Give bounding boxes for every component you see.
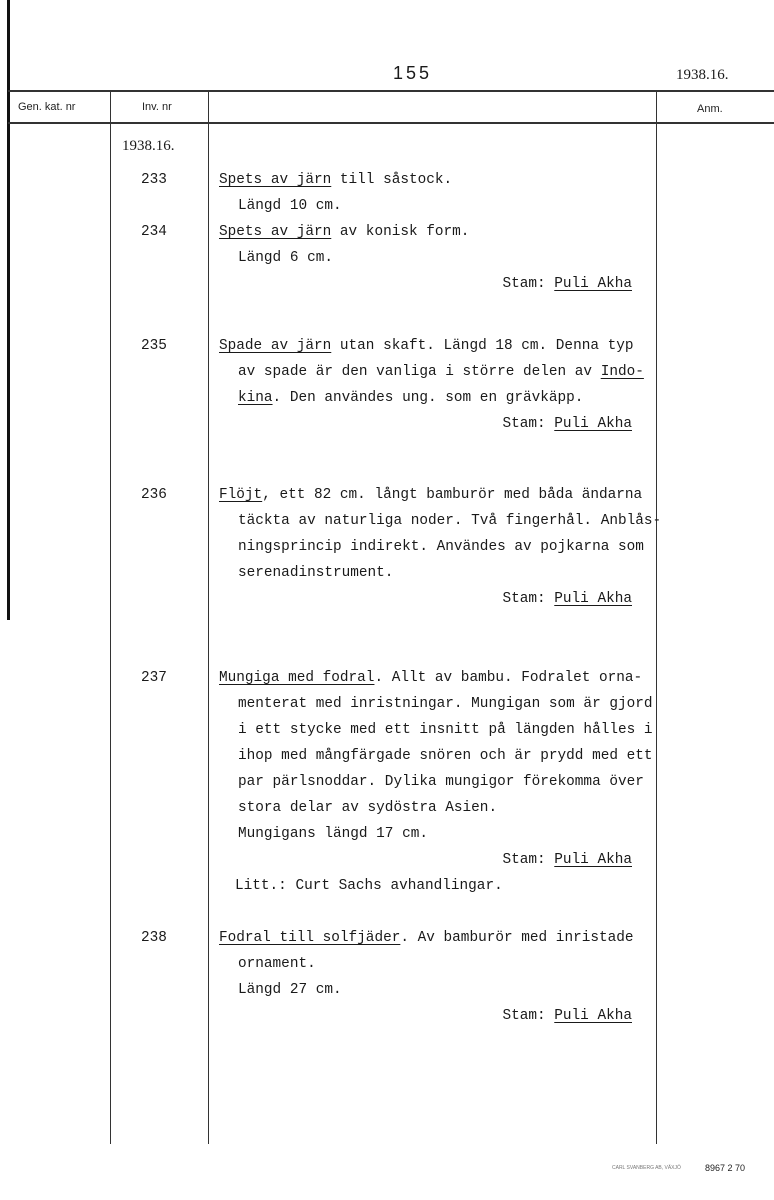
description-line bbox=[238, 955, 316, 973]
stam-label: Stam: bbox=[502, 591, 555, 607]
page-number: 155 bbox=[393, 63, 433, 83]
printer-name: CARL SVANBERG AB, VÄXJÖ bbox=[612, 1165, 681, 1171]
tribe-name: Puli Akha bbox=[554, 852, 632, 868]
text-segment: stora delar av sydöstra Asien. bbox=[238, 800, 498, 816]
description-line bbox=[238, 249, 333, 267]
text-segment: av spade är den vanliga i större delen av bbox=[238, 364, 601, 380]
inv-number: 233 bbox=[141, 172, 167, 188]
description-line bbox=[238, 538, 644, 556]
text-segment: par pärlsnoddar. Dylika mungigor förekomma över bbox=[238, 774, 644, 790]
col-divider-desc-anm bbox=[656, 92, 657, 1144]
inv-number: 237 bbox=[141, 670, 167, 686]
text-segment: , ett 82 cm. långt bamburör med båda ändarna bbox=[262, 487, 643, 503]
col-divider-gen-inv bbox=[110, 92, 111, 1144]
stam-label: Stam: bbox=[502, 852, 555, 868]
description-line bbox=[219, 337, 634, 355]
stam-label: Stam: bbox=[502, 276, 555, 292]
literature-reference: Litt.: Curt Sachs avhandlingar. bbox=[235, 878, 503, 894]
text-segment: Längd 6 cm. bbox=[238, 250, 333, 266]
text-segment: i ett stycke med ett insnitt på längden hålles i bbox=[238, 722, 653, 738]
stam-label: Stam: bbox=[502, 1008, 555, 1024]
column-header-anm: Anm. bbox=[697, 103, 723, 115]
description-line bbox=[238, 773, 644, 791]
left-border bbox=[7, 0, 10, 620]
underlined-term: Indo- bbox=[600, 364, 644, 380]
text-segment: . Allt av bambu. Fodralet orna- bbox=[374, 670, 643, 686]
tribe-name: Puli Akha bbox=[554, 591, 632, 607]
text-segment: serenadinstrument. bbox=[238, 565, 394, 581]
description-line bbox=[238, 721, 653, 739]
description-line bbox=[219, 486, 642, 504]
description-line bbox=[238, 825, 428, 843]
col-divider-inv-desc bbox=[208, 92, 209, 1144]
description-line bbox=[238, 564, 393, 582]
text-segment: av konisk form. bbox=[331, 224, 470, 240]
header-top-rule bbox=[8, 90, 774, 92]
stam-line bbox=[440, 1007, 632, 1025]
underlined-term: Flöjt bbox=[219, 487, 263, 503]
underlined-term: Spade av järn bbox=[219, 338, 332, 354]
text-segment: ihop med mångfärgade snören och är prydd med ett bbox=[238, 748, 653, 764]
text-segment: Längd 10 cm. bbox=[238, 198, 342, 214]
description-line bbox=[238, 197, 342, 215]
tribe-name: Puli Akha bbox=[554, 276, 632, 292]
description-line bbox=[219, 223, 469, 241]
stam-line bbox=[440, 590, 632, 608]
text-segment: menterat med inristningar. Mungigan som är gjord bbox=[238, 696, 653, 712]
text-segment: till såstock. bbox=[331, 172, 453, 188]
text-segment: . Av bamburör med inristade bbox=[400, 930, 634, 946]
text-segment: ningsprincip indirekt. Användes av pojkarna som bbox=[238, 539, 644, 555]
stam-line bbox=[440, 851, 632, 869]
column-header-gen-kat: Gen. kat. nr bbox=[18, 101, 76, 113]
underlined-term: Spets av järn bbox=[219, 224, 332, 240]
underlined-term: kina bbox=[238, 390, 273, 406]
stam-line bbox=[440, 275, 632, 293]
text-segment: ornament. bbox=[238, 956, 316, 972]
text-segment: täckta av naturliga noder. Två fingerhål. Anblås- bbox=[238, 513, 662, 529]
tribe-name: Puli Akha bbox=[554, 416, 632, 432]
inv-number: 238 bbox=[141, 930, 167, 946]
inv-number: 235 bbox=[141, 338, 167, 354]
description-line bbox=[238, 512, 661, 530]
description-line bbox=[238, 799, 497, 817]
underlined-term: Mungiga med fodral bbox=[219, 670, 375, 686]
description-line bbox=[238, 389, 583, 407]
description-line bbox=[219, 171, 452, 189]
underlined-term: Spets av järn bbox=[219, 172, 332, 188]
text-segment: utan skaft. Längd 18 cm. Denna typ bbox=[331, 338, 634, 354]
stam-line bbox=[440, 415, 632, 433]
inv-number: 234 bbox=[141, 224, 167, 240]
column-header-inv: Inv. nr bbox=[142, 101, 172, 113]
description-line bbox=[219, 929, 634, 947]
description-line bbox=[238, 363, 644, 381]
inv-number: 236 bbox=[141, 487, 167, 503]
text-segment: . Den användes ung. som en grävkäpp. bbox=[272, 390, 584, 406]
header-bottom-rule bbox=[8, 122, 774, 124]
description-line bbox=[238, 981, 342, 999]
description-line bbox=[238, 695, 653, 713]
description-line bbox=[219, 669, 642, 687]
stam-label: Stam: bbox=[502, 416, 555, 432]
text-segment: Längd 27 cm. bbox=[238, 982, 342, 998]
tribe-name: Puli Akha bbox=[554, 1008, 632, 1024]
form-code: 8967 2 70 bbox=[705, 1163, 746, 1173]
text-segment: Mungigans längd 17 cm. bbox=[238, 826, 428, 842]
catalog-id: 1938.16. bbox=[676, 67, 729, 83]
description-line bbox=[238, 747, 653, 765]
collection-label: 1938.16. bbox=[122, 138, 175, 154]
underlined-term: Fodral till solfjäder bbox=[219, 930, 401, 946]
